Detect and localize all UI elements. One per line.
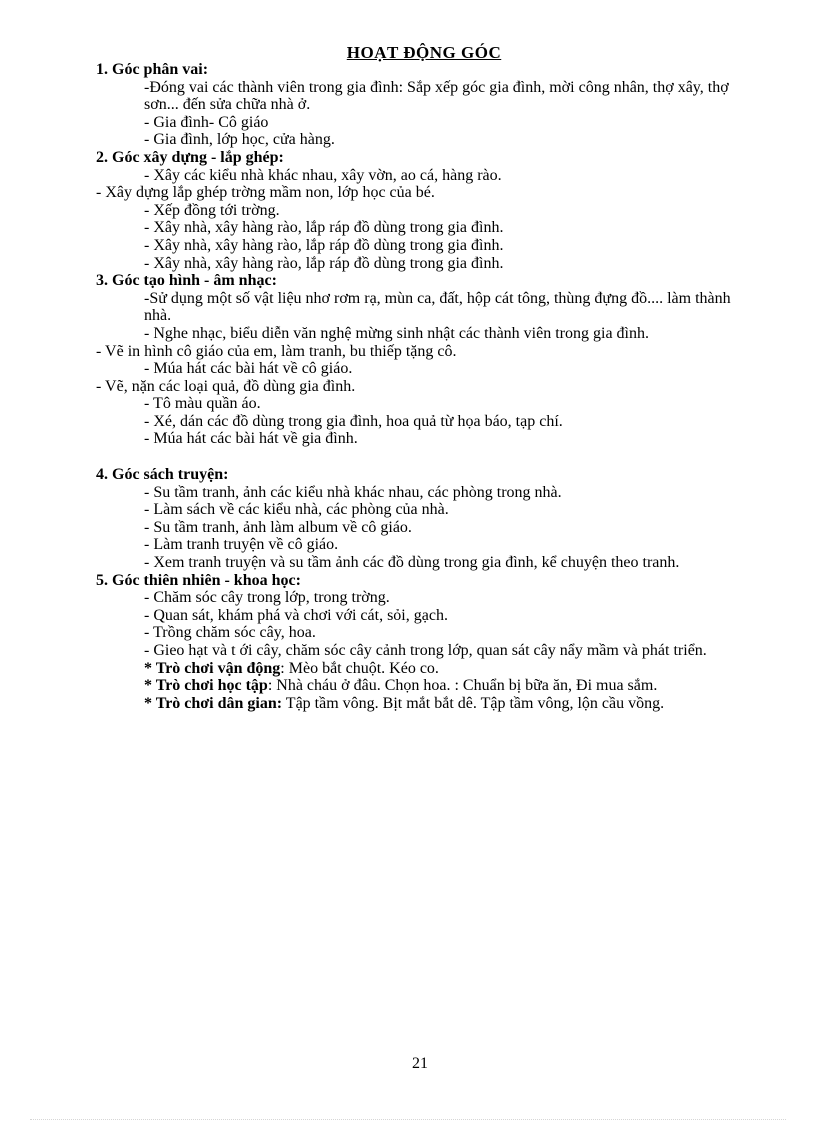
- section-heading: 4. Góc sách truyện:: [96, 466, 229, 484]
- document-body: [96, 61, 742, 712]
- list-item: - Làm tranh truyện về cô giáo.: [144, 536, 339, 554]
- list-item: - Su tầm tranh, ảnh các kiểu nhà khác nhau, các phòng trong nhà.: [144, 483, 562, 501]
- section-heading: 5. Góc thiên nhiên - khoa học:: [96, 571, 301, 589]
- list-item: - Xây các kiểu nhà khác nhau, xây vờn, ao cá, hàng rào.: [144, 166, 502, 184]
- list-item: - Chăm sóc cây trong lớp, trong trờng.: [144, 589, 390, 607]
- blank-line: [96, 448, 742, 466]
- list-item: - Xây nhà, xây hàng rào, lắp ráp đồ dùng trong gia đình.: [144, 236, 504, 254]
- list-item: - Tô màu quần áo.: [144, 395, 261, 413]
- list-item: - Quan sát, khám phá và chơi với cát, sỏi, gạch.: [144, 606, 448, 624]
- section-heading: 1. Góc phân vai:: [96, 61, 209, 78]
- game-item: [96, 660, 742, 678]
- list-item: - Múa hát các bài hát về gia đình.: [144, 430, 358, 448]
- game-label: * Trò chơi vận động: [144, 659, 281, 677]
- game-text: : Mèo bắt chuột. Kéo co.: [280, 659, 439, 677]
- list-item: - Gieo hạt và t ới cây, chăm sóc cây cảnh trong lớp, quan sát cây nẩy mầm và phát triển.: [144, 642, 707, 659]
- game-item: [96, 677, 742, 695]
- game-text: : Nhà cháu ở đâu. Chọn hoa. : Chuẩn bị bữa ăn, Đi mua sắm.: [267, 677, 658, 695]
- list-item: -Sử dụng một số vật liệu nhơ rơm rạ, mùn ca, đất, hộp cát tông, thùng đựng đồ.... làm thành nhà.: [144, 289, 731, 325]
- list-item: - Trồng chăm sóc cây, hoa.: [144, 624, 316, 642]
- section-heading: 2. Góc xây dựng - lắp ghép:: [96, 148, 284, 166]
- page-number: 21: [412, 1055, 428, 1072]
- list-item: -Đóng vai các thành viên trong gia đình: Sắp xếp góc gia đình, mời công nhân, thợ xây, thợ sơn... đến sửa chữa nhà ở.: [144, 78, 729, 114]
- list-item: - Vẽ, nặn các loại quả, đồ dùng gia đình.: [96, 377, 356, 395]
- list-item: - Xây dựng lắp ghép trờng mầm non, lớp học của bé.: [96, 184, 435, 202]
- game-label: * Trò chơi học tập: [144, 677, 268, 695]
- list-item: - Nghe nhạc, biểu diễn văn nghệ mừng sinh nhật các thành viên trong gia đình.: [144, 324, 649, 342]
- list-item: - Xây nhà, xây hàng rào, lắp ráp đồ dùng trong gia đình.: [144, 219, 504, 237]
- game-label: * Trò chơi dân gian:: [144, 694, 283, 712]
- list-item: - Vẽ in hình cô giáo của em, làm tranh, bu thiếp tặng cô.: [96, 342, 457, 360]
- list-item: - Xé, dán các đồ dùng trong gia đình, hoa quả từ họa báo, tạp chí.: [144, 412, 563, 430]
- list-item: - Su tầm tranh, ảnh làm album về cô giáo.: [144, 518, 412, 536]
- list-item: - Làm sách về các kiểu nhà, các phòng của nhà.: [144, 501, 449, 519]
- game-text: Tập tầm vông. Bịt mắt bắt dê. Tập tầm vông, lộn cầu vồng.: [282, 694, 665, 712]
- list-item: - Gia đình, lớp học, cửa hàng.: [144, 131, 335, 149]
- section-heading: 3. Góc tạo hình - âm nhạc:: [96, 272, 277, 290]
- game-item: [96, 695, 742, 713]
- list-item: - Xem tranh truyện và su tầm ảnh các đồ dùng trong gia đình, kể chuyện theo tranh.: [144, 554, 680, 572]
- page-title: HOẠT ĐỘNG GÓC: [346, 43, 502, 62]
- list-item: - Xếp đồng tới trờng.: [144, 201, 280, 219]
- page-bottom-divider: [30, 1119, 786, 1120]
- list-item: - Xây nhà, xây hàng rào, lắp ráp đồ dùng trong gia đình.: [144, 254, 504, 272]
- list-item: - Gia đình- Cô giáo: [144, 113, 269, 131]
- list-item: - Múa hát các bài hát về cô giáo.: [144, 360, 353, 378]
